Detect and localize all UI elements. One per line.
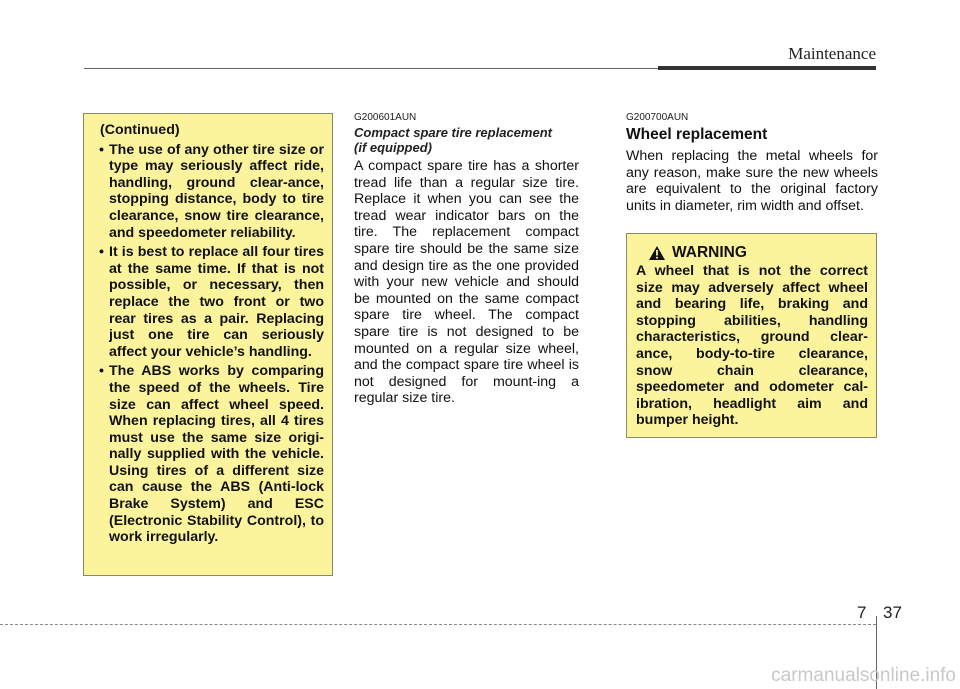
warning-box bbox=[626, 233, 877, 438]
continued-caution-box bbox=[83, 113, 333, 576]
wheel-replacement-heading: Wheel replacement bbox=[626, 126, 768, 143]
bullet-text: It is best to replace all four tires at the same time. If that is not possible, or necessary, then replace the two front or two rear tires as a pair. Replacing just one tire can seriously affect your vehicle’s handling. bbox=[109, 244, 324, 360]
heading-line: Compact spare tire replacement bbox=[354, 125, 552, 140]
section-code-compact-spare: G200601AUN bbox=[354, 112, 417, 123]
bullet-text: The ABS works by comparing the speed of the wheels. Tire size can affect wheel speed. When replacing tires, all 4 tires must use the same size origi-nally supplied with the vehicle. Using tires of a different size can cause the ABS (Anti-lock Brake System) and ESC (Electronic Stability Control), to work irregularly. bbox=[109, 363, 324, 546]
bullet-item bbox=[92, 142, 324, 242]
page-number: 37 bbox=[883, 603, 902, 622]
chapter-number: 7 bbox=[857, 603, 867, 622]
compact-spare-heading bbox=[354, 125, 579, 155]
warning-header bbox=[648, 244, 868, 262]
bullet-dot-icon: • bbox=[99, 363, 104, 380]
warning-triangle-icon bbox=[648, 245, 666, 261]
compact-spare-body: A compact spare tire has a shorter tread life than a regular size tire. Replace it when you can see the tread wear indicator bars on the tire. The replacement compact spare tire should be the same size and design tire as the one provided with your new vehicle and should be mounted on the same compact spare tire wheel. The compact spare tire is not designed to be mounted on a regular size wheel, and the compact spare tire wheel is not designed for mount-ing a regular size tire. bbox=[354, 158, 579, 407]
page-header-title: Maintenance bbox=[788, 44, 876, 63]
warning-title: WARNING bbox=[672, 244, 747, 261]
watermark: carmanualsonline.info bbox=[771, 665, 956, 686]
header-rule-accent bbox=[658, 66, 876, 70]
continued-title: (Continued) bbox=[100, 122, 180, 138]
bullet-dot-icon: • bbox=[99, 141, 104, 158]
section-code-wheel-replacement: G200700AUN bbox=[626, 112, 689, 123]
bullet-dot-icon: • bbox=[99, 244, 104, 261]
header-rule bbox=[84, 68, 658, 69]
caution-bullet-list bbox=[92, 142, 324, 546]
bullet-text: The use of any other tire size or type may seriously affect ride, handling, ground clear-ance, stopping distance, body to tire clearance, snow tire clearance, and speedometer reliability. bbox=[109, 141, 324, 241]
heading-line: (if equipped) bbox=[354, 140, 432, 155]
bullet-item bbox=[92, 363, 324, 546]
bullet-item bbox=[92, 244, 324, 360]
wheel-replacement-body: When replacing the metal wheels for any reason, make sure the new wheels are equivalent to the original factory units in diameter, rim width and offset. bbox=[626, 148, 878, 214]
footer-dashed-rule bbox=[0, 624, 876, 625]
warning-text: A wheel that is not the correct size may adversely affect wheel and bearing life, braking and stopping abilities, handling characteristics, ground clear-ance, body-to-tire clearance, snow chain clearance, speedometer and odometer cal-ibration, headlight aim and bumper height. bbox=[636, 263, 868, 429]
